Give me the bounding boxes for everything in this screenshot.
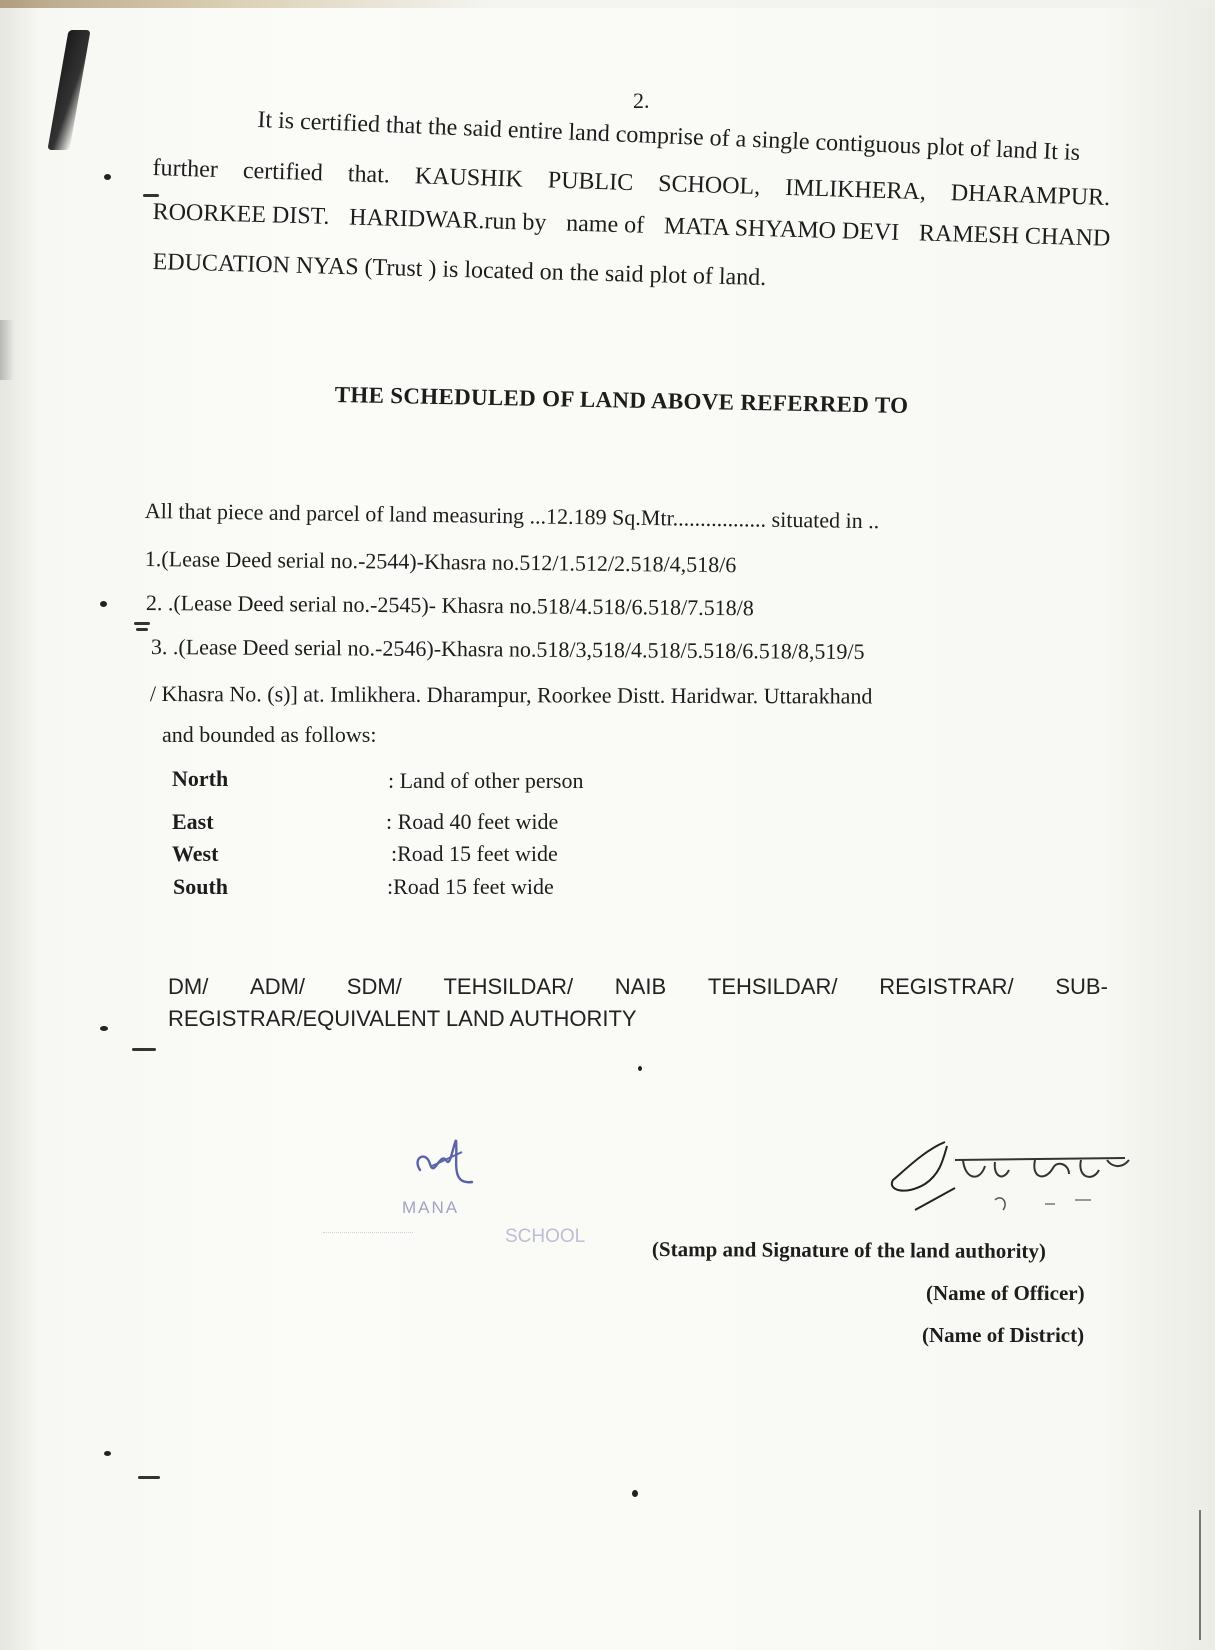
margin-mark (143, 194, 159, 197)
certificate-word: name of (565, 210, 645, 239)
certificate-word: KAUSHIK (414, 163, 524, 193)
certificate-word: that. (347, 161, 391, 189)
margin-mark (136, 628, 148, 631)
boundary-label-west: West (172, 841, 219, 866)
margin-mark (138, 1476, 160, 1479)
authority-word: NAIB (614, 974, 667, 999)
schedule-line-1: All that piece and parcel of land measuring ...12.189 Sq.Mtr................. situated in .. (144, 498, 880, 534)
certificate-word: DHARAMPUR. (950, 180, 1111, 212)
boundary-label-south: South (173, 874, 229, 899)
certificate-word: MATA SHYAMO DEVI (663, 213, 900, 246)
authority-line-1 (168, 976, 1108, 998)
authority-word: REGISTRAR/ (879, 974, 1014, 999)
authority-word: SDM/ (346, 974, 402, 999)
margin-mark (100, 601, 107, 607)
schedule-heading: THE SCHEDULED OF LAND ABOVE REFERRED TO (334, 382, 909, 419)
boundary-value-south: :Road 15 feet wide (387, 874, 554, 899)
left-edge-shadow (47, 30, 90, 150)
margin-mark (134, 622, 150, 625)
boundary-value-west: :Road 15 feet wide (391, 841, 558, 866)
stamp-text-top: MANA (402, 1198, 460, 1217)
authority-word: TEHSILDAR/ (443, 974, 574, 999)
certificate-word: HARIDWAR.run by (348, 204, 547, 236)
certificate-word: further (152, 155, 219, 184)
schedule-line-3: 2. .(Lease Deed serial no.-2545)- Khasra no.518/4.518/6.518/7.518/8 (145, 590, 754, 621)
right-edge-line (1199, 1510, 1201, 1640)
authority-line-2: REGISTRAR/EQUIVALENT LAND AUTHORITY (168, 1006, 637, 1031)
certificate-line-1: It is certified that the said entire land comprise of a single contiguous plot of land It is (256, 107, 1081, 167)
authority-signature-icon (885, 1130, 1145, 1230)
schedule-line-2: 1.(Lease Deed serial no.-2544)-Khasra no.512/1.512/2.518/4,518/6 (144, 546, 737, 578)
margin-mark (638, 1066, 642, 1071)
certificate-line-4: EDUCATION NYAS (Trust ) is located on the said plot of land. (152, 249, 767, 292)
top-edge-shadow (0, 0, 1215, 8)
schedule-line-5: / Khasra No. (s)] at. Imlikhera. Dharampur, Roorkee Distt. Haridwar. Uttarakhand (149, 681, 873, 709)
certificate-word: certified (242, 157, 324, 187)
district-name-caption: (Name of District) (922, 1323, 1085, 1347)
boundary-value-north: : Land of other person (388, 768, 584, 793)
stamp-faded-arc (323, 1232, 413, 1243)
margin-mark (104, 174, 111, 180)
boundary-label-north: North (172, 766, 229, 791)
page-number: 2. (633, 88, 650, 113)
margin-mark (632, 1490, 638, 1497)
margin-mark (104, 1451, 111, 1456)
stamp-signature-caption: (Stamp and Signature of the land authority) (651, 1237, 1047, 1264)
authority-word: DM/ (168, 974, 209, 999)
margin-mark (100, 1026, 108, 1031)
authority-word: ADM/ (250, 974, 306, 999)
schedule-line-4: 3. .(Lease Deed serial no.-2546)-Khasra no.518/3,518/4.518/5.518/6.518/8,519/5 (150, 634, 865, 664)
certificate-word: PUBLIC (547, 167, 634, 197)
certificate-word: RAMESH CHAND (918, 220, 1111, 252)
certificate-word: SCHOOL, (657, 170, 761, 201)
authority-word: SUB- (1055, 974, 1108, 999)
certificate-line-3 (152, 200, 1110, 251)
schedule-line-6: and bounded as follows: (162, 722, 377, 747)
boundary-label-east: East (172, 809, 214, 834)
boundary-value-east: : Road 40 feet wide (386, 809, 559, 834)
certificate-line-2 (152, 156, 1110, 210)
left-edge-shadow-lower (0, 320, 14, 380)
stamp-text-bottom: SCHOOL (505, 1226, 586, 1247)
certificate-word: ROORKEE DIST. (152, 199, 330, 230)
authority-word: TEHSILDAR/ (707, 974, 838, 999)
certificate-word: IMLIKHERA, (784, 174, 927, 206)
officer-name-caption: (Name of Officer) (926, 1281, 1085, 1305)
margin-mark (132, 1048, 156, 1051)
